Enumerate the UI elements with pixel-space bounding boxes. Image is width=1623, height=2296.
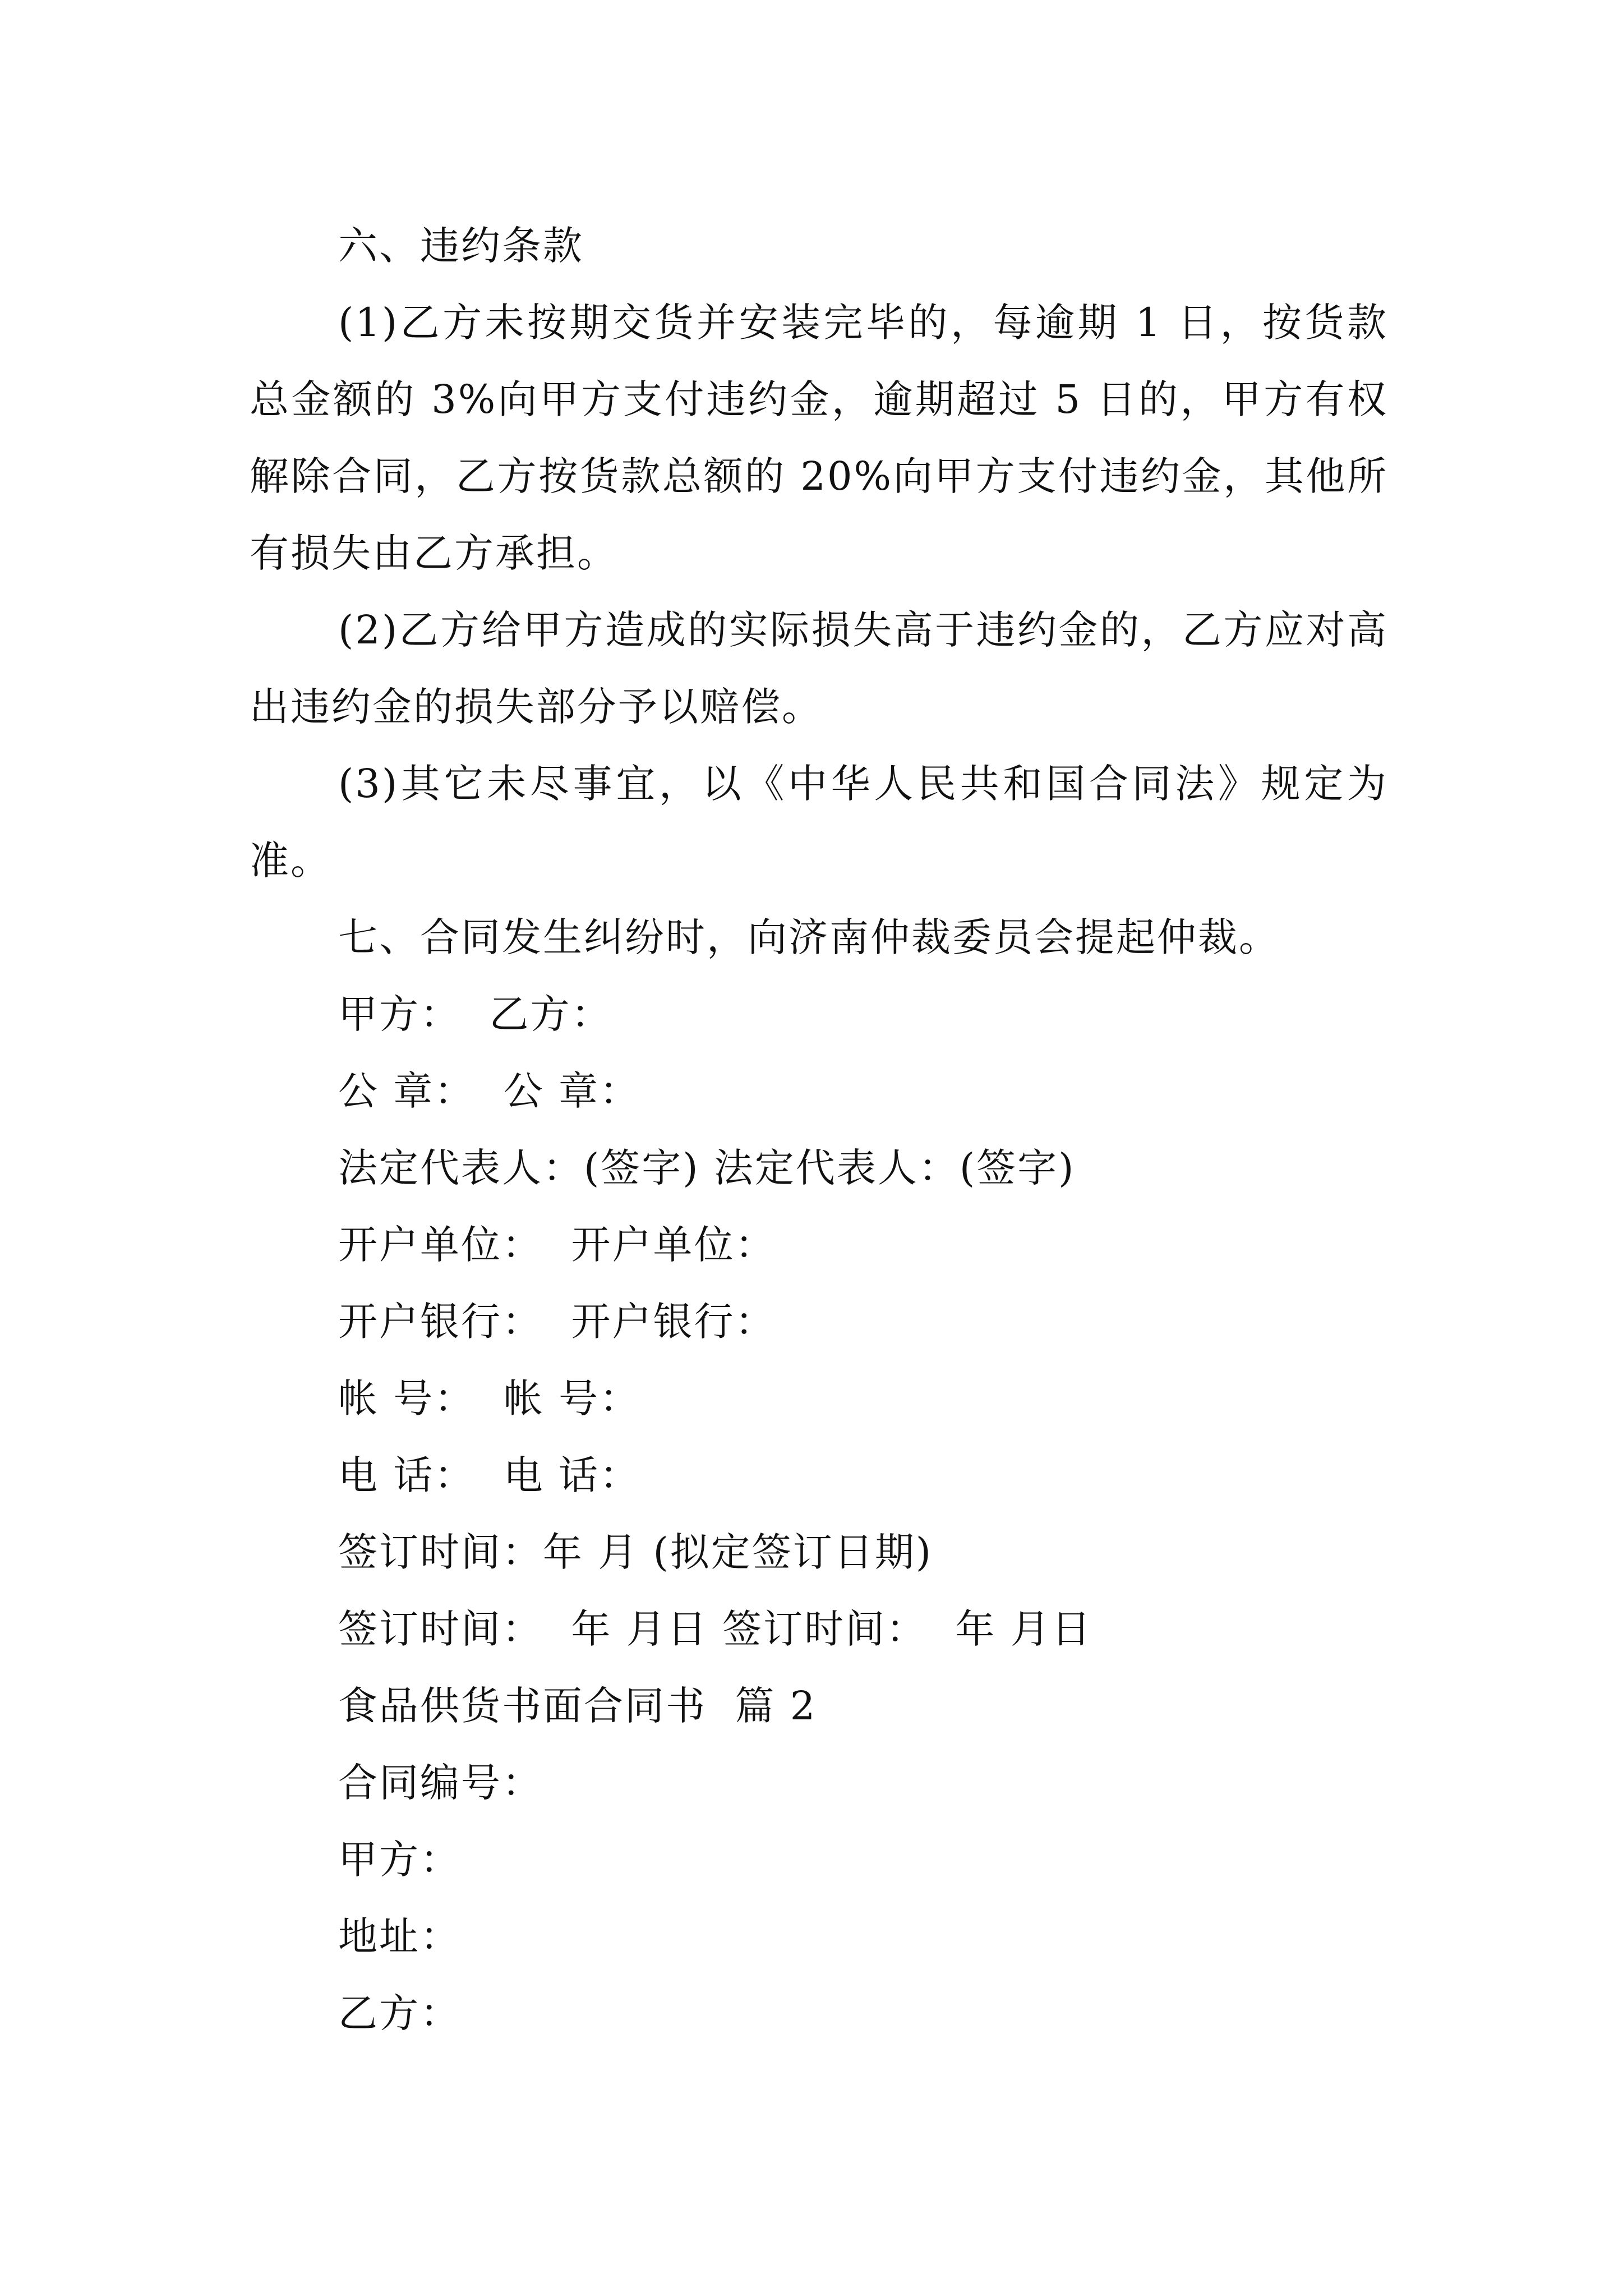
signature-parties-line: 甲方： 乙方： [338,991,612,1037]
clause-1-paragraph: (1)乙方未按期交货并安装完毕的，每逾期 1 日，按货款总金额的 3%向甲方支付违约金，逾期超过 5 日的，甲方有权解除合同，乙方按货款总额的 20%向甲方支付违约金，其他所有损失由乙方承担。 [250,300,1388,576]
party-b-label: 乙方： [338,1990,461,2036]
address-label: 地址： [338,1913,461,1959]
clause-3-paragraph: (3)其它未尽事宜，以《中华人民共和国合同法》规定为准。 [250,761,1388,884]
signature-phone-line: 电 话： 电 话： [338,1452,641,1498]
clause-2-paragraph: (2)乙方给甲方造成的实际损失高于违约金的，乙方应对高出违约金的损失部分予以赔偿。 [250,607,1388,730]
contract-number-label: 合同编号： [338,1760,543,1806]
signature-account-no-line: 帐 号： 帐 号： [338,1375,641,1421]
signature-legal-rep-line: 法定代表人：(签字) 法定代表人：(签字) [338,1145,1076,1191]
signature-date-draft-line: 签订时间：年 月 (拟定签订日期) [338,1529,933,1575]
section-heading-dispute: 七、合同发生纠纷时，向济南仲裁委员会提起仲裁。 [338,914,1280,960]
signature-date-line: 签订时间： 年 月日 签订时间： 年 月日 [338,1606,1092,1652]
section-heading-breach-terms: 六、违约条款 [338,223,584,269]
signature-bank-line: 开户银行： 开户银行： [338,1299,776,1345]
document-body [250,208,1388,2052]
party-a-label: 甲方： [338,1837,461,1883]
signature-account-holder-line: 开户单位： 开户单位： [338,1222,776,1268]
contract-2-title: 食品供货书面合同书 篇 2 [338,1683,817,1729]
signature-seal-line: 公 章： 公 章： [338,1068,641,1114]
